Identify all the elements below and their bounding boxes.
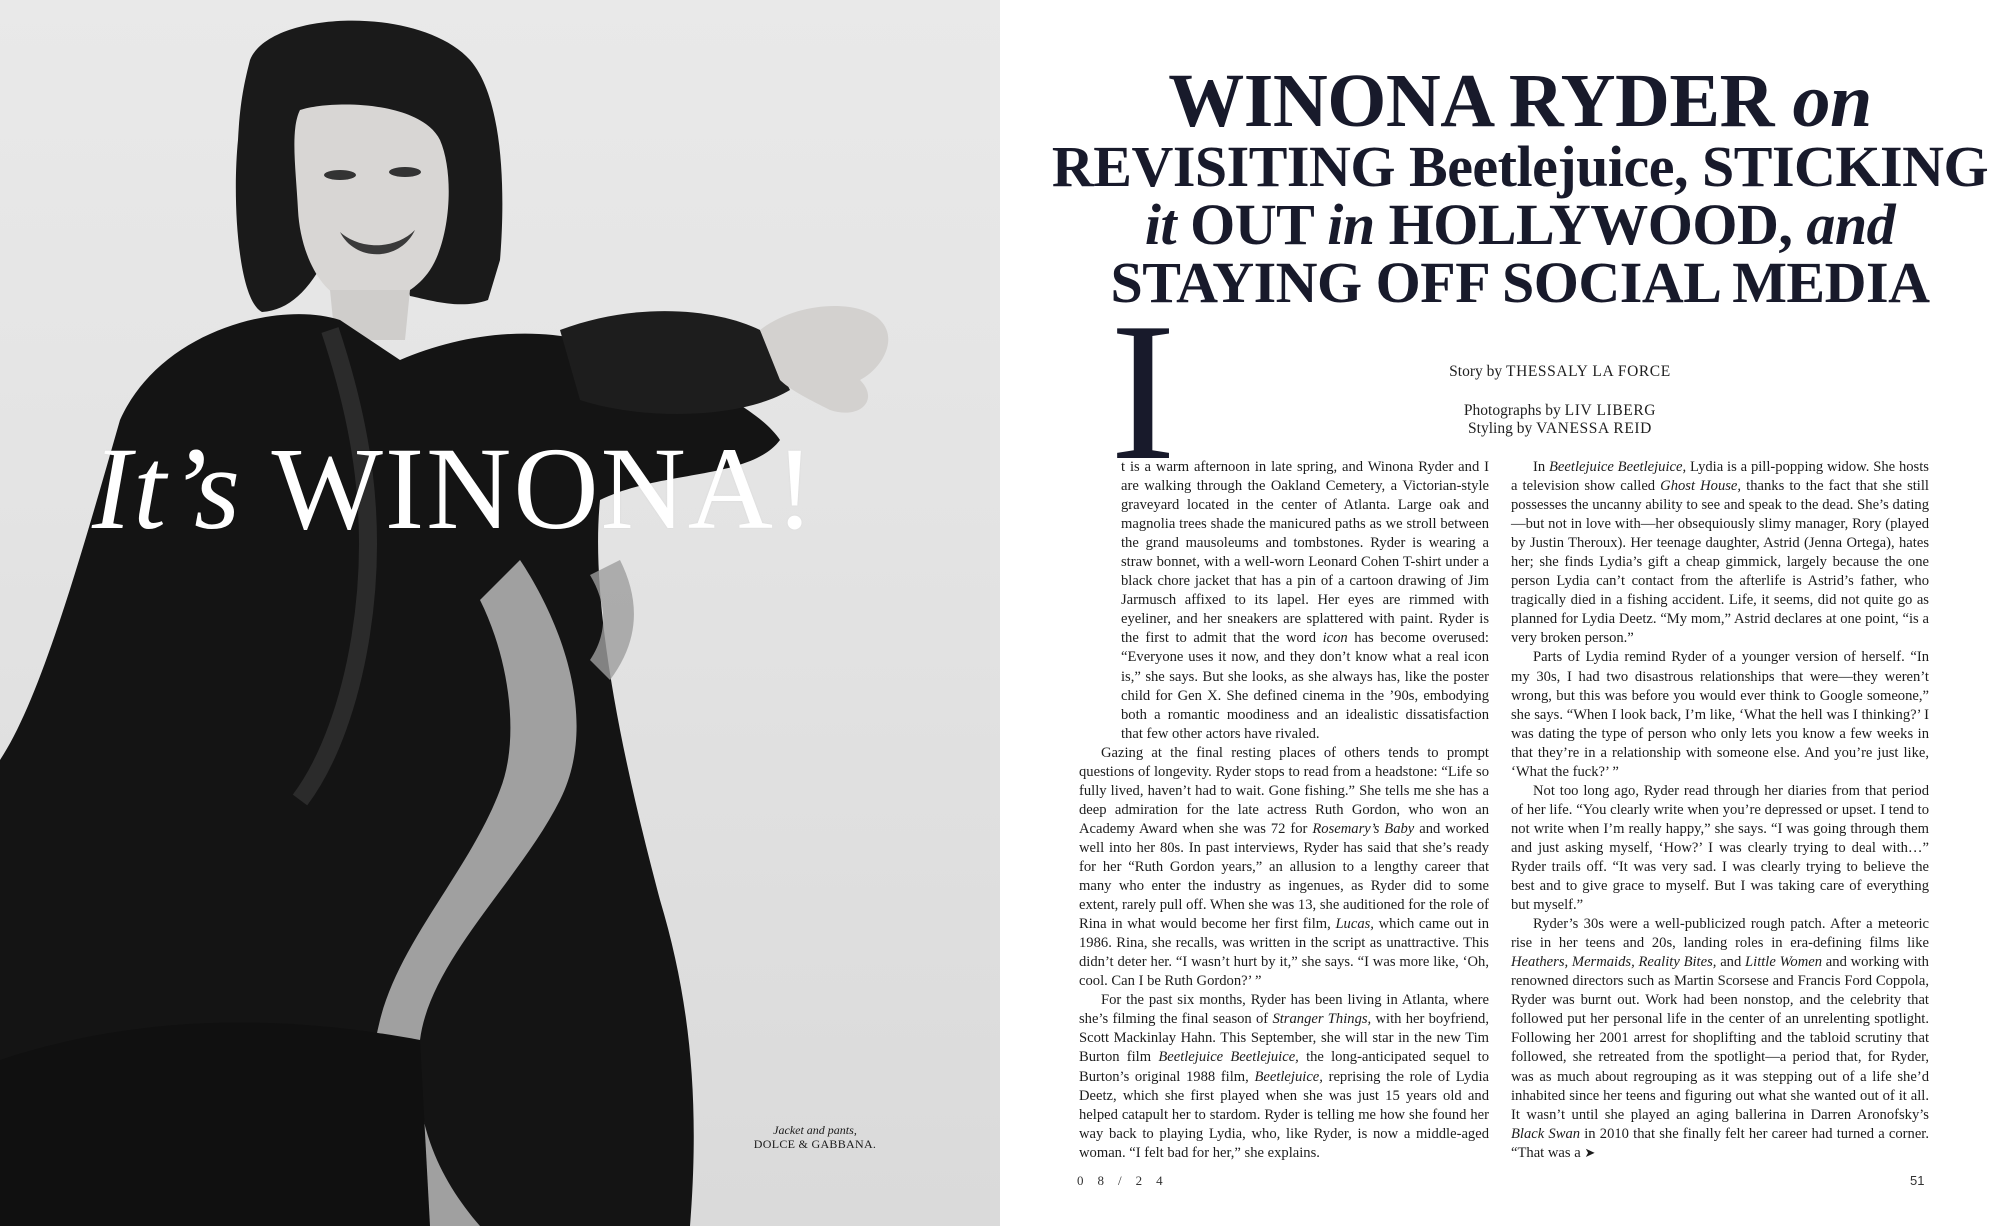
photo-headline bbox=[92, 423, 817, 554]
styling-byline: Styling by VANESSA REID bbox=[1468, 420, 1652, 437]
story-credit: Story by THESSALY LA FORCE bbox=[1449, 363, 1671, 380]
body-paragraph: Ryder’s 30s were a well-publicized rough patch. After a meteoric rise in her teens and 20s, landing roles in era-defining films like Heathers, Mermaids, Reality Bites, and Little Women and working with renowned directors such as Martin Scorsese and Francis Ford Coppola, Ryder was burnt out. Work had been nonstop, and the celebrity that followed put her personal life in the center of an unrelenting spotlight. Following her 2001 arrest for shoplifting and the tabloid scrutiny that followed, she retreated from the spotlight—a period that, for Ryder, was as much about regrouping as it was stepping out of a life she’d inhabited since her teens and figuring out what she wanted out of it all. It wasn’t until she played an aging ballerina in Darren Aronofsky’s Black Swan in 2010 that she finally felt her career had turned a corner. “That was a ➤ bbox=[1511, 916, 1929, 1161]
body-paragraph: For the past six months, Ryder has been living in Atlanta, where she’s filming the final season of Stranger Things, with her boyfriend, Scott Mackinlay Hahn. This September, she will star in the new Tim Burton film Beetlejuice Beetlejuice, the long-anticipated sequel to Burton’s original 1988 film, Beetlejuice, reprising the role of Lydia Deetz, which she first played when she was just 15 years old and helped catapult her to stardom. Ryder is telling me how she found her way back to playing Lydia, who, like Ryder, is now a middle-aged woman. “I felt bad for her,” she explains. bbox=[1079, 992, 1490, 1161]
body-paragraph: t is a warm afternoon in late spring, and Winona Ryder and I are walking through the Oakland Cemetery, a Victorian-style graveyard located in the center of Atlanta. Large oak and magnolia trees shade the manicured paths as we stroll between the grand mausoleums and tombstones. Ryder is wearing a straw bonnet, with a well-worn Leonard Cohen T-shirt under a black chore jacket that has a pin of a cartoon drawing of Jim Jarmusch affixed to its lapel. Her eyes are rimmed with eyeliner, and her sneakers are splattered with paint. Ryder is the first to admit that the word icon has become overused: “Everyone uses it now, and they don’t know what a real icon is,” she says. But she looks, as she always has, like the poster child for Gen X. She defined cinema in the ’90s, embodying both a romantic moodiness and an idealistic dissatisfaction that few other actors have rivaled. bbox=[1121, 459, 1489, 742]
photo-byline: Photographs by LIV LIBERG bbox=[1463, 402, 1657, 419]
article-page bbox=[1010, 0, 2000, 1226]
body-paragraph: Gazing at the final resting places of others tends to prompt questions of longevity. Ryder stops to read from a headstone: “Life so fully lived, haven’t had to wait. Gone fishing.” She tells me she has a deep admiration for the late actress Ruth Gordon, who won an Academy Award when she was 72 for Rosemary’s Baby and worked well into her 80s. In past interviews, Ryder has said that she’s ready for her “Ruth Gordon years,” an allusion to a lengthy career that many who enter the industry as ingenues, as Ryder did to some extent, rarely pull off. When she was 13, she auditioned for the role of Rina in what would become her first film, Lucas, which came out in 1986. Rina, she recalls, was written in the script as unattractive. This didn’t deter her. “I wasn’t hurt by it,” she says. “I was more like, ‘Oh, cool. Can I be Ruth Gordon?’ ” bbox=[1079, 744, 1489, 990]
drop-cap: I bbox=[1110, 282, 1176, 501]
headline-line-4: STAYING OFF SOCIAL MEDIA bbox=[1110, 250, 1930, 315]
photo-credit-line2: DOLCE & GABBANA. bbox=[753, 1137, 877, 1151]
photo-credit bbox=[740, 1123, 890, 1151]
body-paragraph: Not too long ago, Ryder read through her diaries from that period of her life. “You clearly write when you’re depressed or upset. I tend to not write when I’m really happy,” she says. “I was going through them and just asking myself, ‘How?’ I was clearly trying to deal with…” Ryder trails off. “It was very sad. I was clearly trying to believe the best and to give grace to myself. But I was taking care of everything but myself.” bbox=[1511, 782, 1929, 914]
page-number: 51 bbox=[1910, 1173, 1925, 1188]
body-column-right bbox=[1511, 458, 1929, 1163]
continue-arrow-icon: ➤ bbox=[1584, 1145, 1596, 1161]
headline-winona: WINONA! bbox=[271, 423, 817, 554]
body-paragraph: In Beetlejuice Beetlejuice, Lydia is a pill-popping widow. She hosts a television show called Ghost House, thanks to the fact that she still possesses the uncanny ability to see and speak to the dead. She’s dating—but not in love with—her obsequiously slimy manager, Rory (played by Justin Theroux). Her teenage daughter, Astrid (Jenna Ortega), hates her; she finds Lydia’s gift a cheap gimmick, largely because the one person Lydia can’t contact from the afterlife is Astrid’s father, who tragically died in a fishing accident. Life, it seems, did not quite go as planned for Lydia Deetz. “My mom,” Astrid declares at one point, “is a very broken person.” bbox=[1511, 459, 1929, 647]
headline-line-3: it OUT in HOLLYWOOD, and bbox=[1144, 192, 1896, 257]
article-headline bbox=[1050, 59, 1990, 315]
body-column-left bbox=[1079, 458, 1489, 1163]
issue-date-folio: 08/24 bbox=[1077, 1173, 1177, 1188]
headline-line-2: REVISITING Beetlejuice, STICKING bbox=[1051, 134, 1989, 199]
photo-credit-line1: Jacket and pants, bbox=[773, 1123, 857, 1137]
body-paragraph: Parts of Lydia remind Ryder of a younger version of herself. “In my 30s, I had two disastrous relationships that were—they weren’t wrong, but this was before you would ever think to Google someone,” she says. “When I look back, I’m like, ‘What the hell was I thinking?’ I was dating the type of person who only lets you know a few weeks in that they’re in a relationship with someone else. And you’re just like, ‘What the fuck?’ ” bbox=[1511, 649, 1929, 780]
headline-its: It’s bbox=[92, 423, 243, 554]
headline-line-1: WINONA RYDER on bbox=[1168, 59, 1872, 143]
